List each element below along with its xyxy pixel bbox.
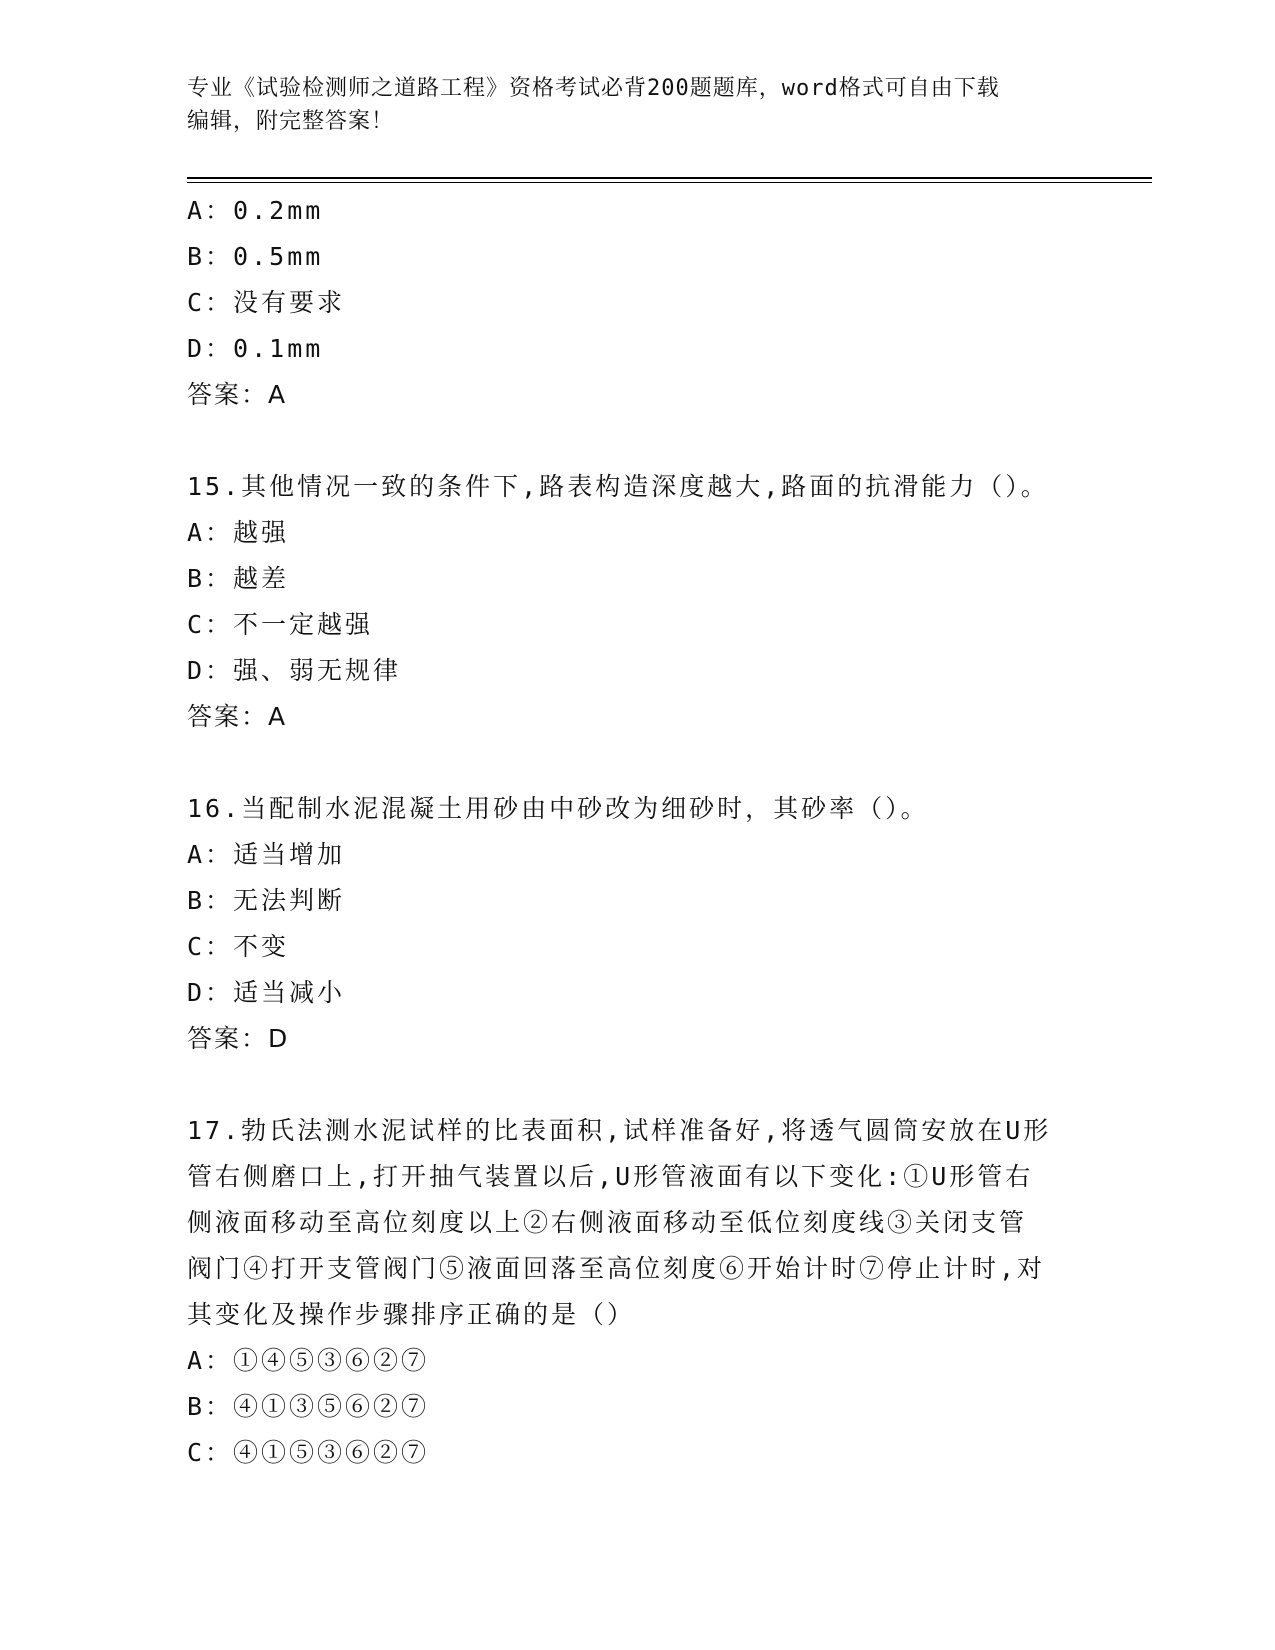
option-c: C：没有要求 <box>187 288 346 317</box>
option-b: B：④①③⑤⑥②⑦ <box>187 1392 430 1421</box>
header-divider-thin <box>187 182 1152 183</box>
option-b: B：无法判断 <box>187 886 346 915</box>
option-c: C：不一定越强 <box>187 610 374 639</box>
question-stem: 15.其他情况一致的条件下,路表构造深度越大,路面的抗滑能力（）。 <box>187 472 1049 501</box>
header-line-1: 专业《试验检测师之道路工程》资格考试必背200题题库，word格式可自由下载 <box>187 76 1000 101</box>
option-c: C：不变 <box>187 932 290 961</box>
question-content <box>187 188 1087 1476</box>
question-16-block <box>187 786 1087 1062</box>
option-b: B：0.5mm <box>187 242 324 271</box>
option-b: B：越差 <box>187 564 290 593</box>
document-header <box>187 72 1087 138</box>
option-c: C：④①⑤③⑥②⑦ <box>187 1438 430 1467</box>
question-17-block <box>187 1108 1087 1476</box>
option-a: A：①④⑤③⑥②⑦ <box>187 1346 430 1375</box>
option-d: D：0.1mm <box>187 334 324 363</box>
question-stem-line-3: 侧液面移动至高位刻度以上②右侧液面移动至低位刻度线③关闭支管 <box>187 1208 1028 1237</box>
header-line-2: 编辑，附完整答案！ <box>187 109 395 134</box>
question-stem: 16.当配制水泥混凝土用砂由中砂改为细砂时，其砂率（）。 <box>187 794 929 823</box>
option-d: D：强、弱无规律 <box>187 656 402 685</box>
answer-line: 答案：A <box>187 702 288 731</box>
question-stem-line-5: 其变化及操作步骤排序正确的是（） <box>187 1300 636 1329</box>
answer-line: 答案：A <box>187 380 288 409</box>
option-d: D：适当减小 <box>187 978 346 1007</box>
question-15-block <box>187 464 1087 740</box>
option-a: A：适当增加 <box>187 840 346 869</box>
option-a: A：越强 <box>187 518 290 547</box>
option-a: A：0.2mm <box>187 196 324 225</box>
question-14-block <box>187 188 1087 418</box>
question-stem-line-1: 17.勃氏法测水泥试样的比表面积,试样准备好,将透气圆筒安放在U形 <box>187 1116 1052 1145</box>
spacer <box>187 740 1087 786</box>
spacer <box>187 418 1087 464</box>
header-divider-thick <box>187 177 1152 179</box>
spacer <box>187 1062 1087 1108</box>
question-stem-line-4: 阀门④打开支管阀门⑤液面回落至高位刻度⑥开始计时⑦停止计时,对 <box>187 1254 1046 1283</box>
answer-line: 答案：D <box>187 1024 290 1053</box>
question-stem-line-2: 管右侧磨口上,打开抽气装置以后,U形管液面有以下变化:①U形管右 <box>187 1162 1034 1191</box>
